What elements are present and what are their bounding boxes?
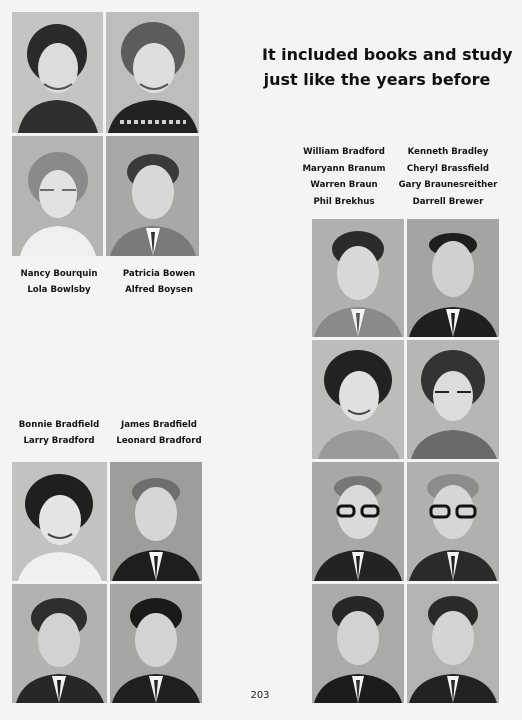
student-name: Larry Bradford	[23, 436, 95, 446]
portrait-photo	[407, 584, 499, 703]
portrait-photo	[312, 340, 404, 459]
portrait-photo	[12, 584, 107, 703]
portrait-photo	[110, 584, 202, 703]
caption-column	[112, 417, 206, 449]
student-name: Gary Braunesreither	[398, 180, 498, 190]
portrait-photo	[106, 12, 199, 133]
portrait-photo	[12, 136, 103, 256]
student-name: Phil Brekhus	[313, 196, 375, 207]
portrait-photo	[407, 219, 499, 337]
portrait-photo	[312, 584, 404, 703]
student-name: Nancy Bourquin	[20, 269, 98, 279]
student-name: Warren Braun	[310, 180, 378, 190]
portrait-photo	[407, 462, 499, 581]
portrait-photo	[407, 340, 499, 459]
student-name: Lola Bowlsby	[27, 285, 91, 295]
headline-line: It included books and study	[262, 45, 513, 64]
page-headline	[262, 42, 513, 92]
page-number: 203	[250, 690, 270, 701]
student-name: Maryann Branum	[302, 163, 386, 174]
portrait-photo	[106, 136, 199, 256]
student-name: James Bradfield	[121, 420, 197, 430]
headline-line: just like the years before	[263, 70, 491, 89]
student-name: William Bradford	[303, 147, 385, 157]
caption-column	[112, 266, 206, 298]
portrait-photo	[12, 462, 107, 581]
portrait-photo	[312, 462, 404, 581]
student-name: Cheryl Brassfield	[406, 163, 490, 174]
student-name: Darrell Brewer	[412, 196, 484, 207]
portrait-photo	[12, 12, 103, 133]
portrait-photo	[312, 219, 404, 337]
student-name: Kenneth Bradley	[407, 147, 489, 157]
caption-column	[14, 417, 104, 449]
student-name: Patricia Bowen	[122, 269, 196, 279]
caption-column	[296, 144, 392, 210]
caption-column	[396, 144, 500, 210]
student-name: Leonard Bradford	[116, 436, 202, 446]
portrait-photo	[110, 462, 202, 581]
caption-column	[14, 266, 104, 298]
student-name: Bonnie Bradfield	[18, 420, 100, 430]
student-name: Alfred Boysen	[125, 285, 193, 295]
